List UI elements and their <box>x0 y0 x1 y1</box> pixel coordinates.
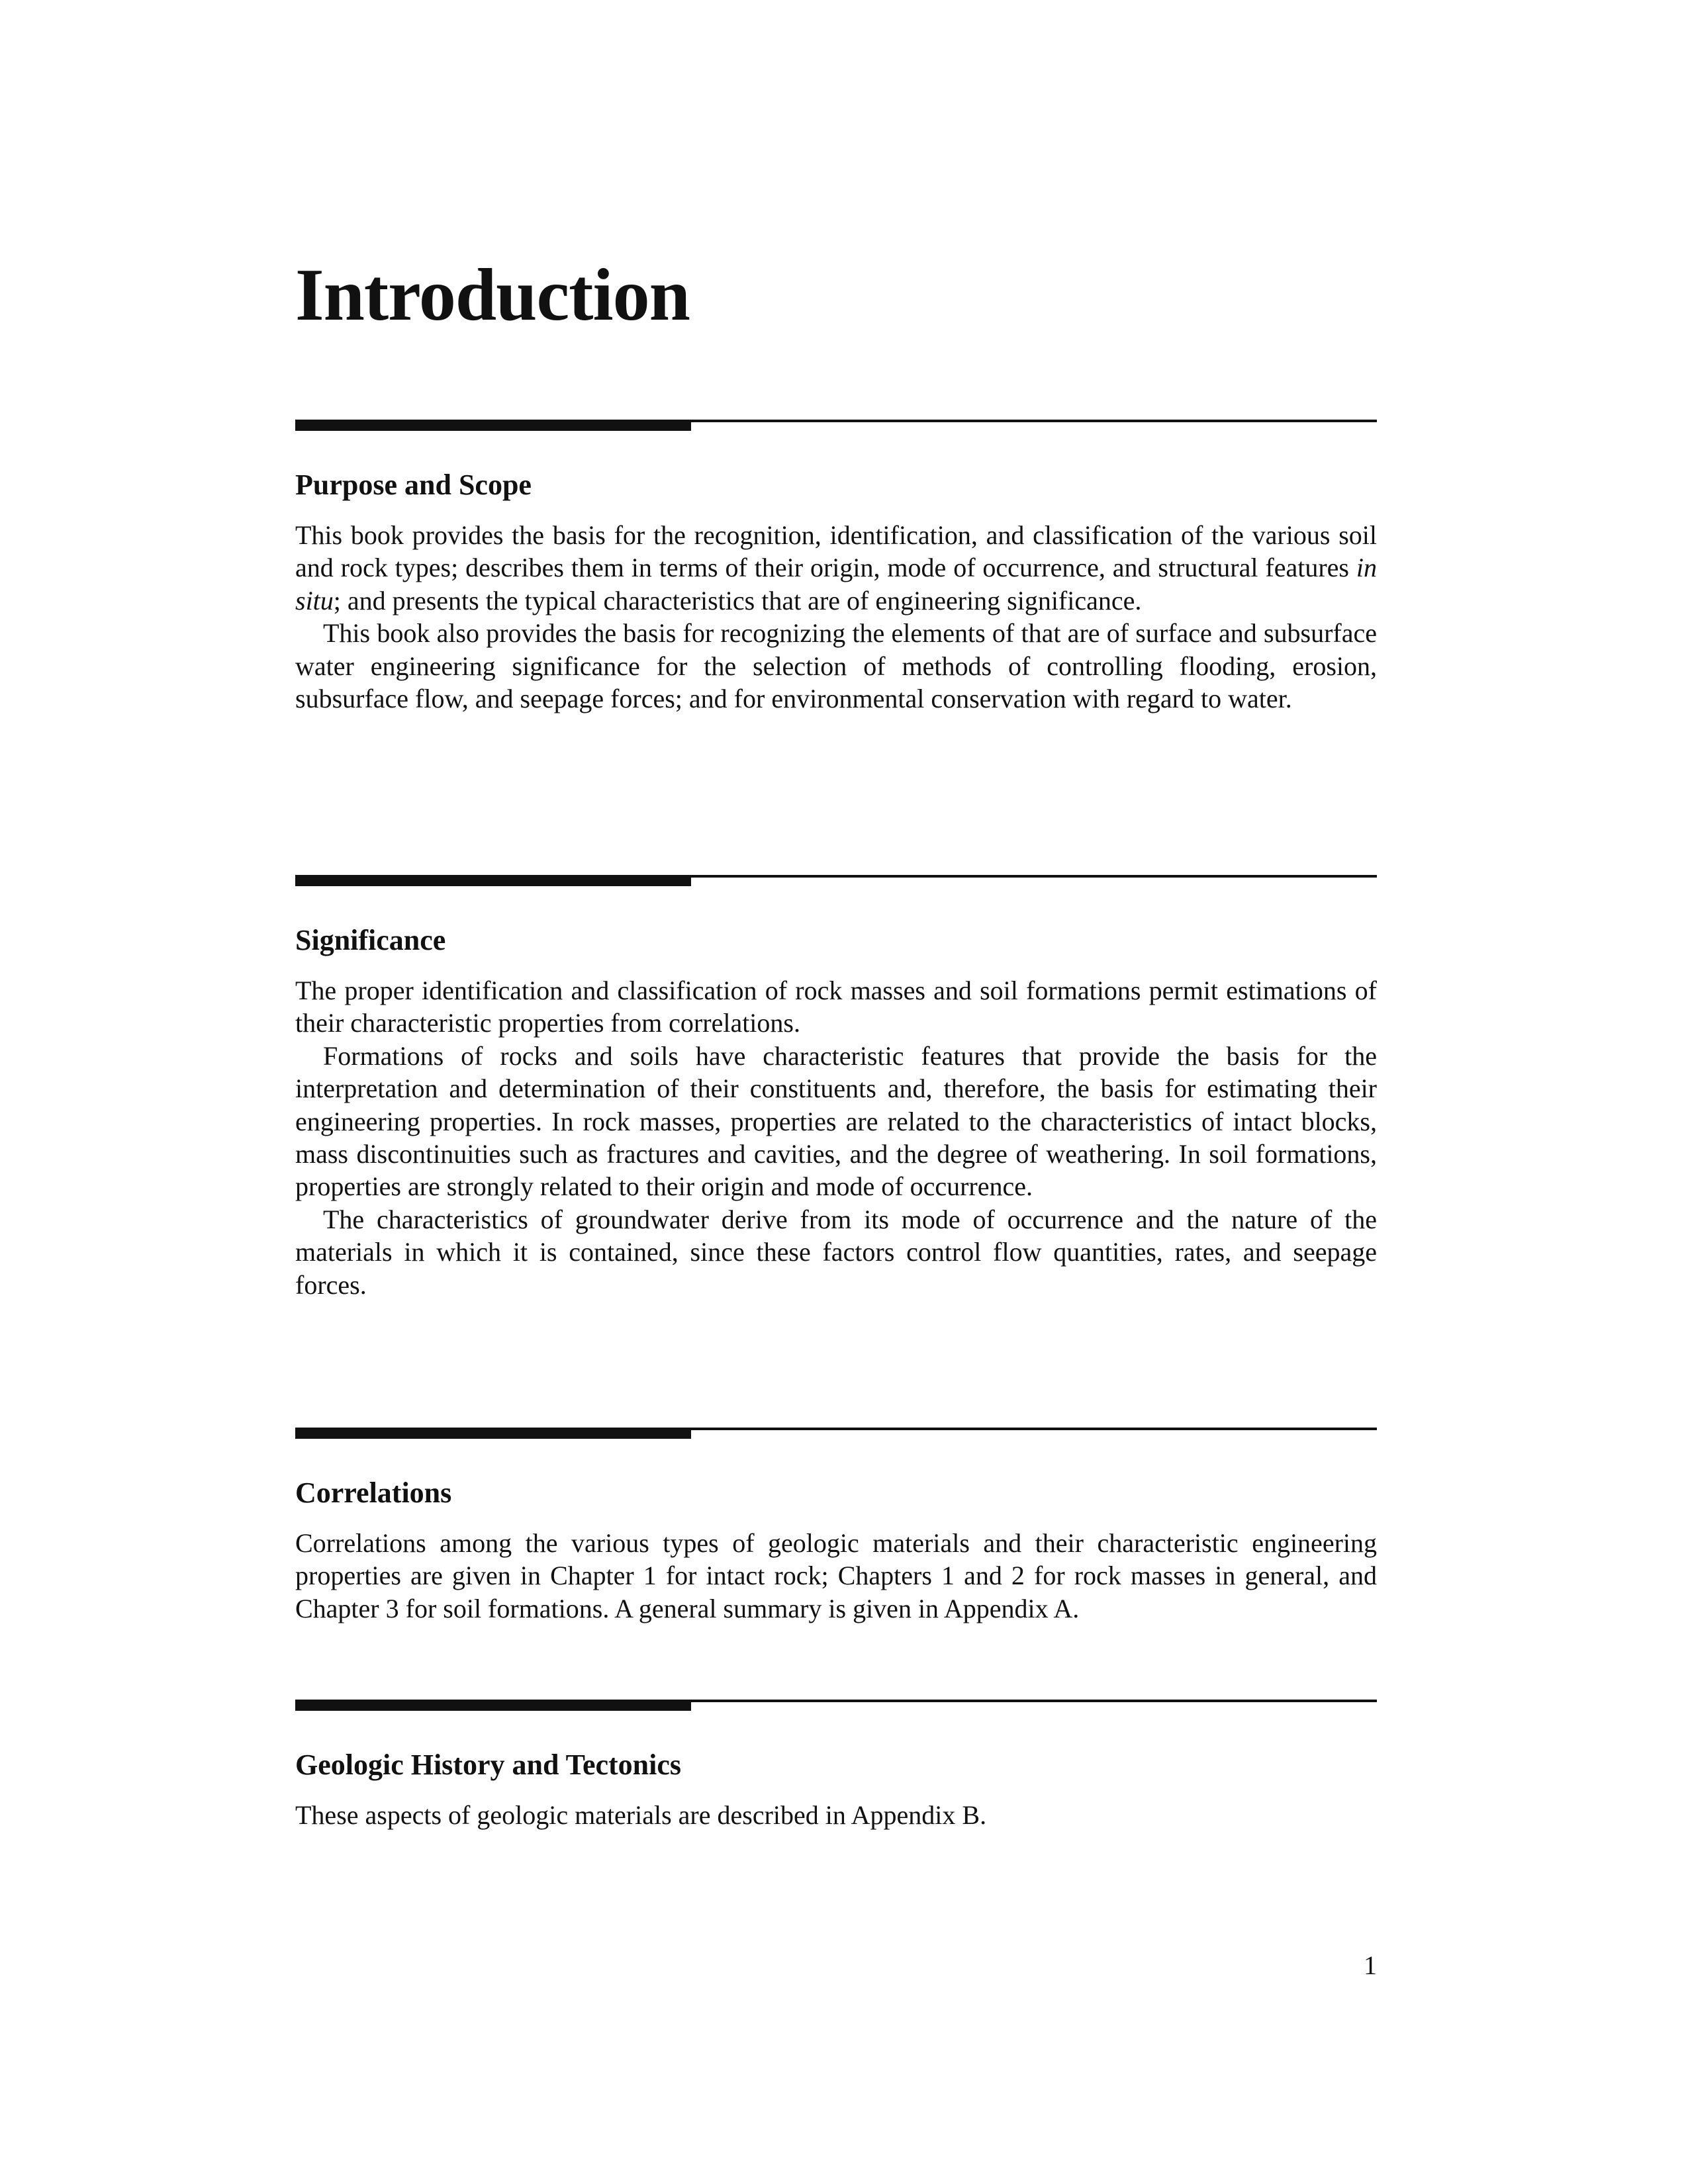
paragraph: The characteristics of groundwater derive from its mode of occurrence and the nature of the materials in which it is contained, since these factors control flow quantities, rates, and seepage forces. <box>295 1204 1377 1300</box>
section-body <box>295 519 1377 715</box>
divider-thick-bar <box>295 420 691 431</box>
chapter-title: Introduction <box>295 254 690 336</box>
section-geologic-history-and-tectonics <box>295 1697 1377 1831</box>
section-divider <box>295 872 1377 886</box>
paragraph: Formations of rocks and soils have characteristic features that provide the basis for the interpretation and determination of their constituents and, therefore, the basis for estimating their engineering properties. In rock masses, properties are related to the characteristics of intact blocks, mass discontinuities such as fractures and cavities, and the degree of weathering. In soil formations, properties are strongly related to their origin and mode of occurrence. <box>295 1040 1377 1202</box>
section-heading: Geologic History and Tectonics <box>295 1749 681 1781</box>
paragraph-text: This book provides the basis for the recognition, identification, and classification of the various soil and rock types; describes them in terms of their origin, mode of occurrence, and structural features <box>295 520 1377 583</box>
paragraph: This book also provides the basis for recognizing the elements of that are of surface and subsurface water engineering significance for the selection of methods of controlling flooding, erosion, subsurface flow, and seepage forces; and for environmental conservation with regard to water. <box>295 618 1377 714</box>
paragraph: These aspects of geologic materials are described in Appendix B. <box>295 1800 987 1830</box>
divider-thick-bar <box>295 875 691 886</box>
italic-term: in situ <box>295 553 1377 615</box>
page-number: 1 <box>1364 1950 1377 1980</box>
section-heading: Purpose and Scope <box>295 469 532 501</box>
divider-thick-bar <box>295 1700 691 1711</box>
paragraph: The proper identification and classification of rock masses and soil formations permit estimations of their characteristic properties from correlations. <box>295 976 1377 1038</box>
section-body <box>295 974 1377 1301</box>
paragraph-text: ; and presents the typical characteristics that are of engineering significance. <box>333 585 1142 615</box>
section-heading: Significance <box>295 924 446 956</box>
section-significance <box>295 872 1377 1301</box>
paragraph <box>295 519 1377 617</box>
section-divider <box>295 417 1377 430</box>
section-divider <box>295 1697 1377 1710</box>
section-purpose-and-scope <box>295 417 1377 715</box>
section-divider <box>295 1425 1377 1438</box>
section-body <box>295 1527 1377 1625</box>
paragraph: Correlations among the various types of geologic materials and their characteristic engineering properties are given in Chapter 1 for intact rock; Chapters 1 and 2 for rock masses in general, and Chapter 3 for soil formations. A general summary is given in Appendix A. <box>295 1528 1377 1623</box>
section-heading: Correlations <box>295 1477 452 1509</box>
section-body <box>295 1799 1377 1831</box>
section-correlations <box>295 1425 1377 1625</box>
divider-thick-bar <box>295 1428 691 1439</box>
